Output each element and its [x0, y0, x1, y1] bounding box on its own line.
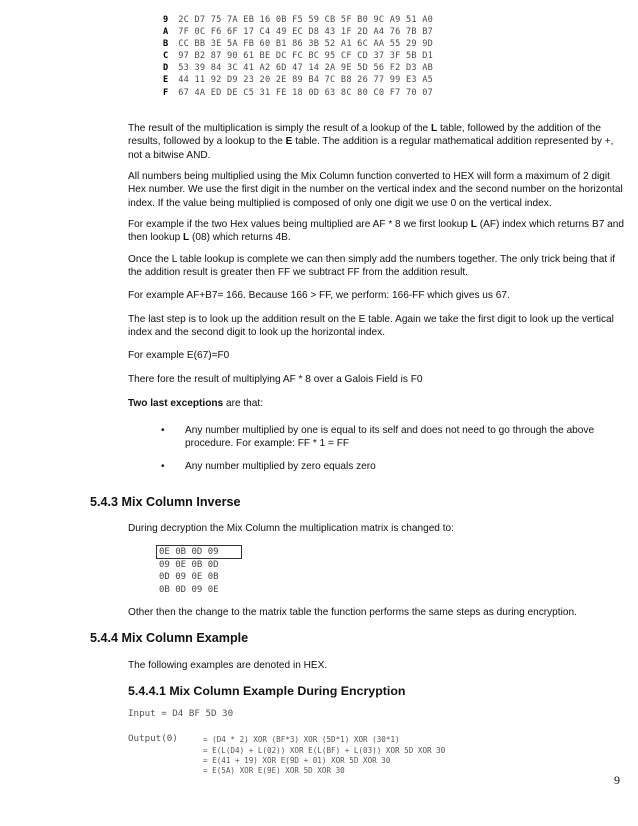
table-row — [163, 14, 433, 26]
matrix-row: 09 0E 0B 0D — [159, 560, 219, 571]
bold-run: L — [183, 232, 190, 244]
list-item-text: Any number multiplied by one is equal to its self and does not need to go through the above procedure. For example: FF * 1 = FF — [185, 425, 595, 450]
text-run: (08) which returns 4B. — [189, 232, 291, 244]
subsection-heading: 5.4.4.1 Mix Column Example During Encryption — [128, 684, 406, 698]
code-line: = E(5A) XOR E(9E) XOR 5D XOR 30 — [203, 766, 345, 775]
bold-run: Two last exceptions — [128, 398, 224, 409]
row-values: 97 B2 87 90 61 BE DC FC BC 95 CF CD 37 3F 5B D1 — [178, 51, 434, 62]
row-values: 7F 0C F6 6F 17 C4 49 EC D8 43 1F 2D A4 76 7B B7 — [178, 27, 434, 38]
code-input-line: Input = D4 BF 5D 30 — [128, 708, 234, 719]
row-values: 67 4A ED DE C5 31 FE 18 0D 63 8C 80 C0 F7 70 07 — [178, 87, 434, 98]
paragraph-galois-result: There fore the result of multiplying AF * 8 over a Galois Field is F0 — [128, 374, 423, 385]
code-line: = E(41 + 19) XOR E(9D + 01) XOR 5D XOR 30 — [203, 756, 391, 765]
row-values: 44 11 92 D9 23 20 2E 89 B4 7C B8 26 77 99 E3 A5 — [178, 75, 434, 86]
table-row — [163, 26, 433, 38]
text-run: table. The addition is a regular mathematical addition represented by +, not a bitwise AND. — [128, 136, 614, 161]
bold-run: E — [285, 136, 293, 148]
bullet-icon: • — [161, 461, 165, 472]
row-values: 53 39 84 3C 41 A2 6D 47 14 2A 9E 5D 56 F2 D3 AB — [178, 63, 434, 74]
row-values: 2C D7 75 7A EB 16 0B F5 59 CB 5F B0 9C A9 51 A0 — [178, 15, 434, 25]
code-line: = E(L(D4) + L(02)) XOR E(L(BF) + L(03)) XOR 5D XOR 30 — [203, 746, 446, 755]
paragraph-multiplication-result — [128, 122, 624, 162]
paragraph-e-example: For example E(67)=F0 — [128, 350, 230, 361]
table-row — [163, 62, 433, 74]
matrix-row: 0B 0D 09 0E — [159, 584, 219, 595]
paragraph-addition-example: For example AF+B7= 166. Because 166 > FF, we perform: 166-FF which gives us 67. — [128, 290, 510, 301]
paragraph-e-table-step: The last step is to look up the addition result on the E table. Again we take the first digit to look up the vertical index and the second digit to look up the horizontal index. — [128, 314, 614, 339]
text-run: For example if the two Hex values being multiplied are AF * 8 we first lookup — [128, 219, 471, 230]
bold-run: L — [470, 219, 477, 230]
paragraph-decryption-intro: During decryption the Mix Column the multiplication matrix is changed to: — [128, 523, 454, 534]
section-heading: 5.4.4 Mix Column Example — [90, 631, 249, 645]
row-index: F — [163, 87, 169, 98]
table-row — [163, 38, 433, 50]
e-table-continuation — [163, 14, 433, 99]
section-heading: 5.4.3 Mix Column Inverse — [90, 495, 241, 509]
paragraph-hex-digits: All numbers being multiplied using the Mix Column function converted to HEX will form a maximum of 2 digit Hex number. We use the first digit in the number on the vertical index and the second number on the horizontal index. If the value being multiplied is composed of only one digit we use 0 on the vertical index. — [128, 171, 623, 209]
matrix-row: 0D 09 0E 0B — [159, 572, 219, 583]
text-run: are that: — [223, 398, 264, 409]
list-item-text: Any number multiplied by zero equals zero — [185, 461, 376, 472]
paragraph-addition: Once the L table lookup is complete we can then simply add the numbers together. The only trick being that if the addition result is greater then FF we subtract FF from the addition result. — [128, 254, 616, 279]
paragraph-examples-intro: The following examples are denoted in HEX. — [128, 660, 328, 671]
row-index: C — [163, 51, 169, 62]
row-values: CC BB 3E 5A FB 60 B1 86 3B 52 A1 6C AA 55 29 9D — [178, 39, 434, 50]
matrix-row: 0E 0B 0D 09 — [156, 545, 242, 559]
text-run: table, followed by the addition of the results, followed by a lookup to the — [128, 123, 601, 148]
bullet-icon: • — [161, 425, 165, 436]
paragraph-lookup-example — [128, 218, 624, 245]
code-output-label: Output(0) — [128, 733, 178, 744]
row-index: D — [163, 63, 169, 74]
row-index: E — [163, 75, 169, 86]
row-index: A — [163, 27, 169, 38]
table-row — [163, 74, 433, 86]
paragraph-decryption-outro: Other then the change to the matrix table the function performs the same steps as during encryption. — [128, 607, 577, 618]
text-run: The result of the multiplication is simply the result of a lookup of the — [128, 123, 431, 134]
row-index: B — [163, 39, 169, 50]
table-row — [163, 50, 433, 62]
paragraph-exceptions — [128, 397, 624, 410]
row-index: 9 — [163, 15, 169, 25]
bold-run: L — [430, 123, 438, 134]
text-run: (AF) index which returns B7 and then lookup — [128, 219, 624, 244]
code-line: = (D4 * 2) XOR (BF*3) XOR (5D*1) XOR (30*1) — [203, 735, 400, 744]
page-number: 9 — [614, 773, 620, 787]
inverse-matrix — [157, 545, 242, 596]
table-row — [163, 87, 433, 99]
